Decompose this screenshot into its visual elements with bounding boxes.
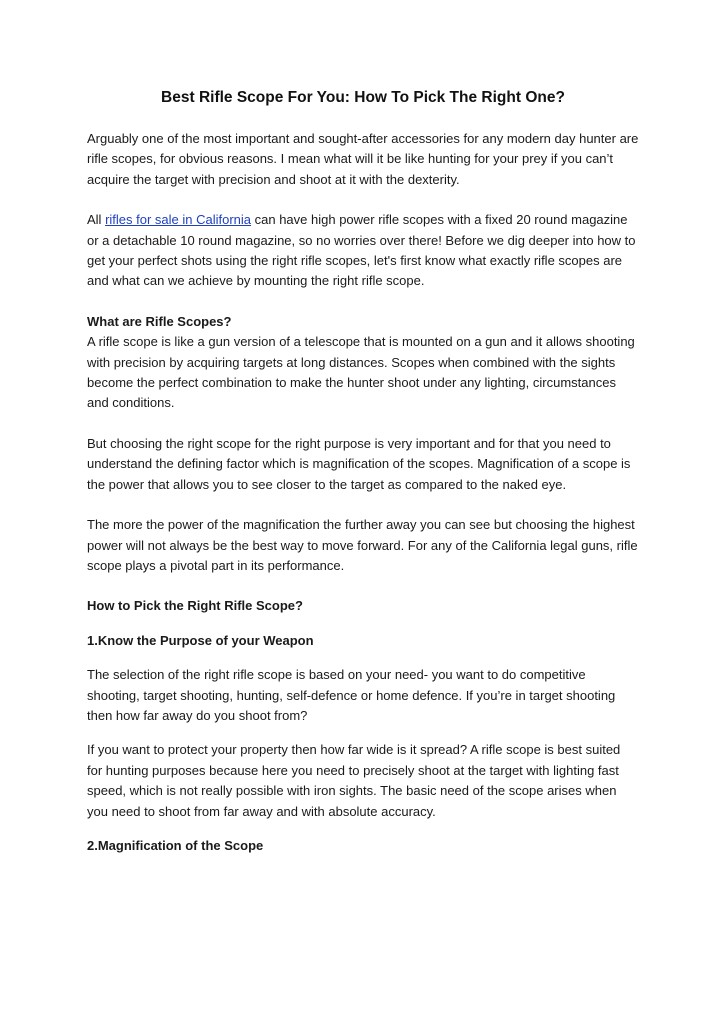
- paragraph-what-are-rifle-scopes: A rifle scope is like a gun version of a telescope that is mounted on a gun and it allows shooting with precision by acquiring targets at long distances. Scopes when combined with the sights become the perfect combination to make the hunter shoot under any lighting, circumstances and conditions.: [87, 334, 635, 411]
- page-title: Best Rifle Scope For You: How To Pick The Right One?: [161, 89, 565, 106]
- rifles-for-sale-link[interactable]: rifles for sale in California: [105, 212, 252, 228]
- heading-magnification-of-scope: 2.Magnification of the Scope: [87, 837, 264, 853]
- document-body: [87, 88, 639, 856]
- intro-paragraph: Arguably one of the most important and sought-after accessories for any modern day hunter are rifle scopes, for obvious reasons. I mean what will it be like hunting for your prey if you can’t acquire the target with precision and shoot at it with the dexterity.: [87, 131, 639, 187]
- paragraph-choosing-scope: But choosing the right scope for the right purpose is very important and for that you need to understand the defining factor which is magnification of the scopes. Magnification of a scope is the power that allows you to see closer to the target as compared to the naked eye.: [87, 435, 631, 492]
- heading-how-to-pick: How to Pick the Right Rifle Scope?: [87, 598, 303, 614]
- paragraph-suffix: can have high power rifle scopes with a fixed 20 round magazine or a detachable 10 round magazine, so no worries over there! Before we dig deeper into how to get your perfect shots using the right rifle scopes, let's first know what exactly rifle scopes are and what can we achieve by mounting the right rifle scope.: [87, 212, 636, 289]
- paragraph-purpose-selection: The selection of the right rifle scope is based on your need- you want to do competitive shooting, target shooting, hunting, self-defence or home defence. If you’re in target shooting then how far away do you shoot from?: [87, 667, 616, 723]
- paragraph-protect-property: If you want to protect your property then how far wide is it spread? A rifle scope is best suited for hunting purposes because here you need to precisely shoot at the target with lighting fast speed, which is not really possible with iron sights. The basic need of the scope arises when you need to shoot from far away and with absolute accuracy.: [87, 742, 621, 819]
- paragraph-prefix: All: [87, 212, 106, 228]
- paragraph-rifles-for-sale: [87, 210, 639, 292]
- paragraph-magnification-power: The more the power of the magnification the further away you can see but choosing the highest power will not always be the best way to move forward. For any of the California legal guns, rifle scope plays a pivotal part in its performance.: [87, 517, 638, 573]
- heading-know-purpose: 1.Know the Purpose of your Weapon: [87, 632, 314, 648]
- heading-what-are-rifle-scopes: What are Rifle Scopes?: [87, 313, 232, 329]
